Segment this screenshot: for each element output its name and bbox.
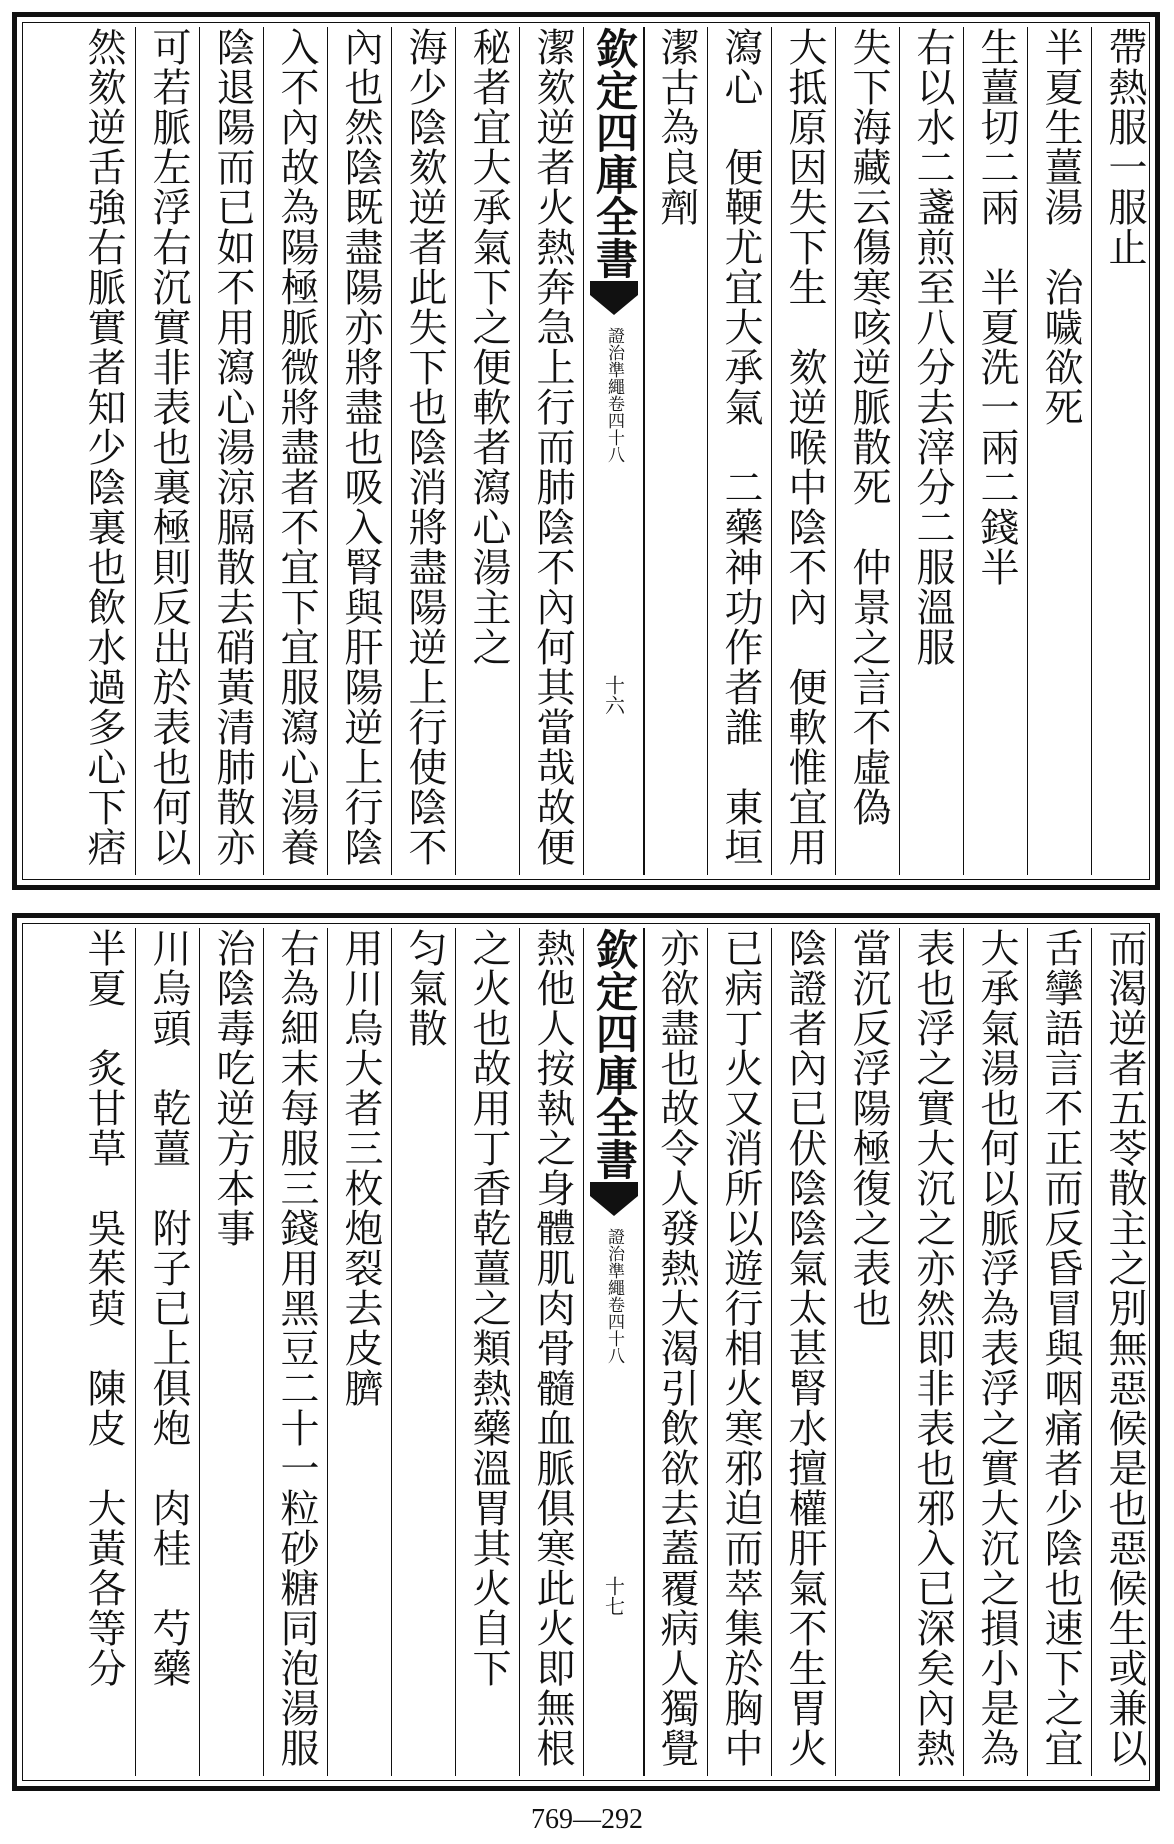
header-subtitle: 證治準繩: [604, 327, 624, 395]
column-text: 熱他人按執之身體肌肉骨髓血脈俱寒此火即無根: [530, 928, 575, 1768]
column-text: 大承氣湯也何以脈浮為表浮之實大沉之損小是為: [974, 928, 1019, 1768]
text-column: [771, 928, 836, 1776]
header-volume: 卷四十八: [604, 395, 624, 463]
text-column: [455, 928, 520, 1776]
text-column: [1091, 928, 1156, 1776]
column-text: 可若脈左浮右沉實非表也裏極則反出於表也何以: [146, 27, 191, 867]
text-column: [135, 27, 200, 875]
text-column: [135, 928, 200, 1776]
text-column: [199, 27, 264, 875]
column-text: 大抵原因失下生 欬逆喉中陰不內 便軟惟宜用: [782, 27, 827, 867]
column-text: 瀉心 便鞕尤宜大承氣 二藥神功作者誰 東垣: [718, 27, 763, 867]
column-text: 半夏 炙甘草 吳茱萸 陳皮 大黃各等分: [81, 928, 126, 1688]
column-text: 然欬逆舌強右脈實者知少陰裏也飲水過多心下痞: [81, 27, 126, 867]
column-text: 匀氣散: [402, 928, 447, 1048]
column-text: 內也然陰既盡陽亦將盡也吸入腎與肝陽逆上行陰: [338, 27, 383, 867]
column-text: 右以水二盞煎至八分去滓分二服溫服: [910, 27, 955, 667]
text-column: [899, 928, 964, 1776]
folio-number: 十七: [601, 1576, 626, 1616]
text-column: [643, 27, 708, 875]
fish-tail-mark-icon: [590, 1182, 638, 1222]
text-column: [707, 928, 772, 1776]
text-column: [391, 928, 456, 1776]
column-text: 帶熱服一服止: [1102, 27, 1147, 267]
column-text: 潔欬逆者火熱奔急上行而肺陰不內何其當哉故便: [530, 27, 575, 867]
text-column: [835, 928, 900, 1776]
column-text: 已病丁火又消所以遊行相火寒邪迫而萃集於胸中: [718, 928, 763, 1768]
column-text: 治陰毒吃逆方本事: [210, 928, 255, 1248]
center-header-column: [583, 928, 645, 1776]
page-number-footer: 769—292: [531, 1804, 643, 1835]
text-column: [71, 27, 135, 875]
column-text: 表也浮之實大沉之亦然即非表也邪入已深矣內熱: [910, 928, 955, 1768]
text-column: [327, 27, 392, 875]
header-title: 欽定四庫全書: [590, 27, 639, 279]
text-column: [455, 27, 520, 875]
center-header-column: [583, 27, 645, 875]
column-text: 潔古為良劑: [654, 27, 699, 227]
header-title: 欽定四庫全書: [590, 928, 639, 1180]
text-column: [71, 928, 135, 1776]
fish-tail-mark-icon: [590, 281, 638, 321]
text-column: [1027, 27, 1092, 875]
text-column: [899, 27, 964, 875]
book-page-upper: [12, 12, 1160, 890]
text-column: [835, 27, 900, 875]
column-text: 亦欲盡也故令人發熱大渴引飲欲去蓋覆病人獨覺: [654, 928, 699, 1768]
column-text: 舌攣語言不正而反昏冒與咽痛者少陰也速下之宜: [1038, 928, 1083, 1768]
column-text: 當沉反浮陽極復之表也: [846, 928, 891, 1328]
text-column: [963, 928, 1028, 1776]
column-text: 半夏生薑湯 治噦欲死: [1038, 27, 1083, 427]
column-text: 秘者宜大承氣下之便軟者瀉心湯主之: [466, 27, 511, 667]
column-text: 用川烏大者三枚炮裂去皮臍: [338, 928, 383, 1408]
column-text: 入不內故為陽極脈微將盡者不宜下宜服瀉心湯養: [274, 27, 319, 867]
column-text: 而渴逆者五苓散主之別無惡候是也惡候生或兼以: [1102, 928, 1147, 1768]
text-column: [263, 27, 328, 875]
text-column: [1027, 928, 1092, 1776]
column-text: 生薑切二兩 半夏洗一兩二錢半: [974, 27, 1019, 587]
column-text: 陰證者內已伏陰陰氣太甚腎水擅權肝氣不生胃火: [782, 928, 827, 1768]
text-column: [263, 928, 328, 1776]
text-column: [963, 27, 1028, 875]
column-text: 右為細末每服三錢用黑豆二十一粒砂糖同泡湯服: [274, 928, 319, 1768]
text-column: [519, 928, 584, 1776]
column-text: 失下海藏云傷寒咳逆脈散死 仲景之言不虛偽: [846, 27, 891, 827]
text-column: [707, 27, 772, 875]
column-text: 陰退陽而已如不用瀉心湯涼膈散去硝黃清肺散亦: [210, 27, 255, 867]
column-text: 海少陰欬逆者此失下也陰消將盡陽逆上行使陰不: [402, 27, 447, 867]
text-column: [519, 27, 584, 875]
text-column: [771, 27, 836, 875]
column-text: 之火也故用丁香乾薑之類熱藥溫胃其火自下: [466, 928, 511, 1688]
text-column: [643, 928, 708, 1776]
text-column: [1091, 27, 1156, 875]
text-column: [199, 928, 264, 1776]
header-volume: 卷四十八: [604, 1296, 624, 1364]
book-page-lower: [12, 913, 1160, 1791]
folio-number: 十六: [601, 675, 626, 715]
text-column: [327, 928, 392, 1776]
text-column: [391, 27, 456, 875]
header-subtitle: 證治準繩: [604, 1228, 624, 1296]
column-text: 川烏頭 乾薑 附子已上俱炮 肉桂 芍藥: [146, 928, 191, 1688]
